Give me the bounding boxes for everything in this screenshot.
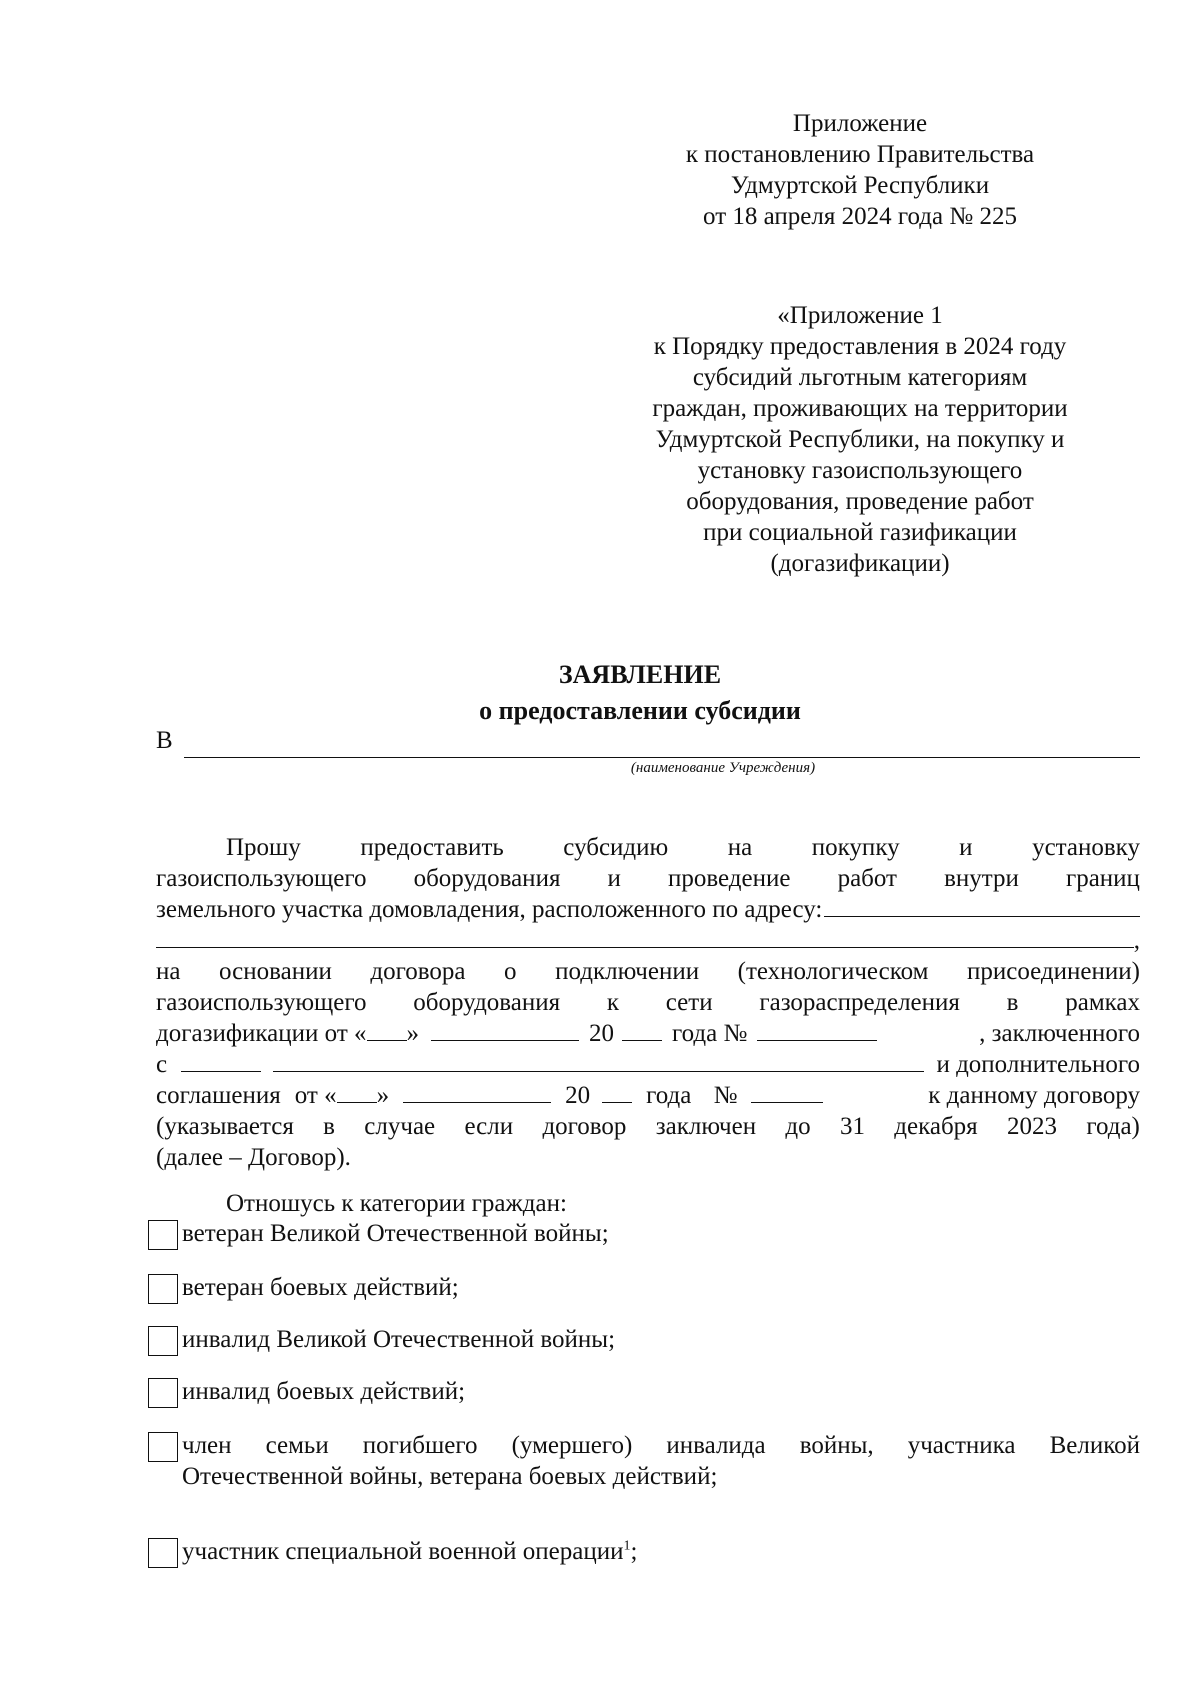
word: покупку	[811, 834, 900, 861]
request-paragraph	[156, 832, 1140, 956]
word: договора	[370, 958, 466, 985]
word: и	[607, 865, 621, 892]
checkbox[interactable]	[148, 1378, 178, 1408]
word: субсидию	[563, 834, 669, 861]
contract-line-2	[156, 987, 1140, 1018]
addressee-field[interactable]	[156, 727, 1140, 776]
categories-intro	[156, 1188, 1140, 1219]
category-label-text: участник специальной военной операции	[182, 1538, 624, 1565]
addressee-prefix: В	[156, 727, 173, 754]
category-option[interactable]	[148, 1376, 1140, 1408]
year-prefix: 20	[589, 1020, 614, 1047]
word: газоиспользующего	[156, 865, 367, 892]
contract-number-label: года №	[672, 1020, 748, 1047]
word: (указывается	[156, 1113, 294, 1140]
contract-definition: (далее – Договор).	[156, 1144, 351, 1171]
category-label	[182, 1430, 1140, 1492]
contract-line-5	[156, 1080, 1140, 1111]
checkbox[interactable]	[148, 1538, 178, 1568]
appendix-header-line: Приложение	[792, 110, 928, 137]
word: Великой	[1049, 1432, 1140, 1459]
category-label-line	[182, 1430, 1140, 1461]
contract-line-7	[156, 1142, 1140, 1173]
appendix-header	[650, 108, 1070, 232]
agreement-date-label: от «	[294, 1082, 337, 1109]
word: проведение	[668, 865, 791, 892]
category-label: ветеран Великой Отечественной войны;	[182, 1220, 609, 1247]
word: сети	[665, 989, 713, 1016]
address-blank-continued[interactable]	[156, 925, 1134, 948]
word: договор	[542, 1113, 627, 1140]
procedure-header-line: (догазификации)	[770, 550, 950, 577]
categories-intro-text: Отношусь к категории граждан:	[226, 1190, 567, 1217]
category-option[interactable]	[148, 1218, 1140, 1250]
appendix-header-line: Удмуртской Республики	[730, 172, 990, 199]
procedure-header-line: при социальной газификации	[703, 519, 1017, 546]
category-label: ветеран боевых действий;	[182, 1274, 459, 1301]
category-option[interactable]	[148, 1272, 1140, 1304]
agreement-number-blank[interactable]	[751, 1080, 823, 1103]
procedure-header-line: субсидий льготным категориям	[692, 364, 1028, 391]
word: если	[464, 1113, 514, 1140]
checkbox[interactable]	[148, 1220, 178, 1250]
category-label-line: Отечественной войны, ветерана боевых действий;	[182, 1463, 718, 1490]
word: границ	[1065, 865, 1140, 892]
contract-line-1	[156, 956, 1140, 987]
addressee-caption: (наименование Учреждения)	[630, 760, 816, 776]
addressee-blank[interactable]	[184, 757, 1140, 758]
contract-line-6	[156, 1111, 1140, 1142]
word: декабря	[894, 1113, 978, 1140]
concluded-label: , заключенного	[979, 1020, 1140, 1047]
to-contract-label: к данному договору	[928, 1082, 1140, 1109]
checkbox[interactable]	[148, 1326, 178, 1356]
procedure-header-line: установку газоиспользующего	[697, 457, 1023, 484]
word: года)	[1086, 1113, 1140, 1140]
address-blank[interactable]	[824, 894, 1140, 917]
request-line-2	[156, 863, 1140, 894]
agreement-label: соглашения	[156, 1082, 281, 1109]
gdo-blank[interactable]	[181, 1049, 261, 1072]
contract-line-4	[156, 1049, 1140, 1080]
procedure-header-line: к Порядку предоставления в 2024 году	[653, 333, 1067, 360]
word: Прошу	[226, 834, 301, 861]
word: 2023	[1007, 1113, 1057, 1140]
word: о	[504, 958, 517, 985]
procedure-header	[620, 300, 1100, 579]
additional-label: и дополнительного	[936, 1051, 1140, 1078]
word: работ	[837, 865, 897, 892]
word: участника	[907, 1432, 1016, 1459]
agreement-month-blank[interactable]	[403, 1080, 551, 1103]
procedure-header-line: Удмуртской Республики, на покупку и	[655, 426, 1065, 453]
word: оборудования	[413, 865, 561, 892]
categories-intro-block	[156, 1188, 1140, 1219]
contract-paragraph	[156, 956, 1140, 1173]
appendix-header-line: к постановлению Правительства	[685, 141, 1035, 168]
document-subtitle: о предоставлении субсидии	[479, 696, 801, 725]
address-label: земельного участка домовладения, расположенного по адресу:	[156, 896, 823, 923]
gdo-name-blank[interactable]	[273, 1049, 924, 1072]
word: на	[727, 834, 753, 861]
with-label: с	[156, 1051, 168, 1078]
category-label: инвалид боевых действий;	[182, 1378, 466, 1405]
request-line-4	[156, 925, 1140, 956]
word: предоставить	[360, 834, 504, 861]
year-prefix: 20	[565, 1082, 591, 1109]
contract-number-blank[interactable]	[757, 1018, 877, 1041]
word: погибшего	[362, 1432, 478, 1459]
word: в	[323, 1113, 335, 1140]
word: внутри	[944, 865, 1019, 892]
word: установку	[1032, 834, 1140, 861]
word: и	[959, 834, 973, 861]
word: рамках	[1065, 989, 1140, 1016]
contract-line-3	[156, 1018, 1140, 1049]
contract-date-label: догазификации от «	[156, 1020, 367, 1047]
word: присоединении)	[967, 958, 1140, 985]
category-option[interactable]	[148, 1430, 1140, 1492]
word: на	[156, 958, 181, 985]
procedure-header-line: «Приложение 1	[777, 302, 943, 329]
agreement-day-blank[interactable]	[337, 1080, 377, 1103]
document-title: ЗАЯВЛЕНИЕ	[558, 660, 722, 689]
contract-day-blank[interactable]	[367, 1018, 407, 1041]
word: до	[785, 1113, 811, 1140]
word: в	[1006, 989, 1019, 1016]
comma: ,	[1133, 927, 1140, 954]
word: подключении	[555, 958, 700, 985]
agreement-number-label: года №	[646, 1082, 738, 1109]
agreement-year-blank[interactable]	[602, 1080, 632, 1103]
word: случае	[364, 1113, 436, 1140]
word: заключен	[655, 1113, 757, 1140]
request-line-1	[156, 832, 1140, 863]
word: войны,	[799, 1432, 874, 1459]
appendix-header-line: от 18 апреля 2024 года № 225	[703, 203, 1017, 230]
checkbox[interactable]	[148, 1432, 178, 1462]
footnote-marker[interactable]: 1	[623, 1538, 631, 1554]
word: (технологическом	[737, 958, 929, 985]
quote-close: »	[406, 1020, 419, 1047]
procedure-header-line: оборудования, проведение работ	[686, 488, 1034, 515]
category-label	[182, 1536, 1140, 1567]
word: (умершего)	[511, 1432, 633, 1459]
word: 31	[839, 1113, 865, 1140]
word: основании	[219, 958, 332, 985]
category-option[interactable]	[148, 1536, 1140, 1568]
word: оборудования	[413, 989, 561, 1016]
word: газоиспользующего	[156, 989, 367, 1016]
word: семьи	[265, 1432, 329, 1459]
quote-close: »	[376, 1082, 390, 1109]
request-line-3	[156, 894, 1140, 925]
category-option[interactable]	[148, 1324, 1140, 1356]
contract-month-blank[interactable]	[431, 1018, 579, 1041]
checkbox[interactable]	[148, 1274, 178, 1304]
category-label: инвалид Великой Отечественной войны;	[182, 1326, 616, 1353]
semicolon: ;	[630, 1538, 638, 1565]
word: к	[606, 989, 620, 1016]
word: инвалида	[666, 1432, 766, 1459]
word: газораспределения	[759, 989, 960, 1016]
contract-year-blank[interactable]	[622, 1018, 662, 1041]
procedure-header-line: граждан, проживающих на территории	[652, 395, 1068, 422]
word: член	[182, 1432, 232, 1459]
